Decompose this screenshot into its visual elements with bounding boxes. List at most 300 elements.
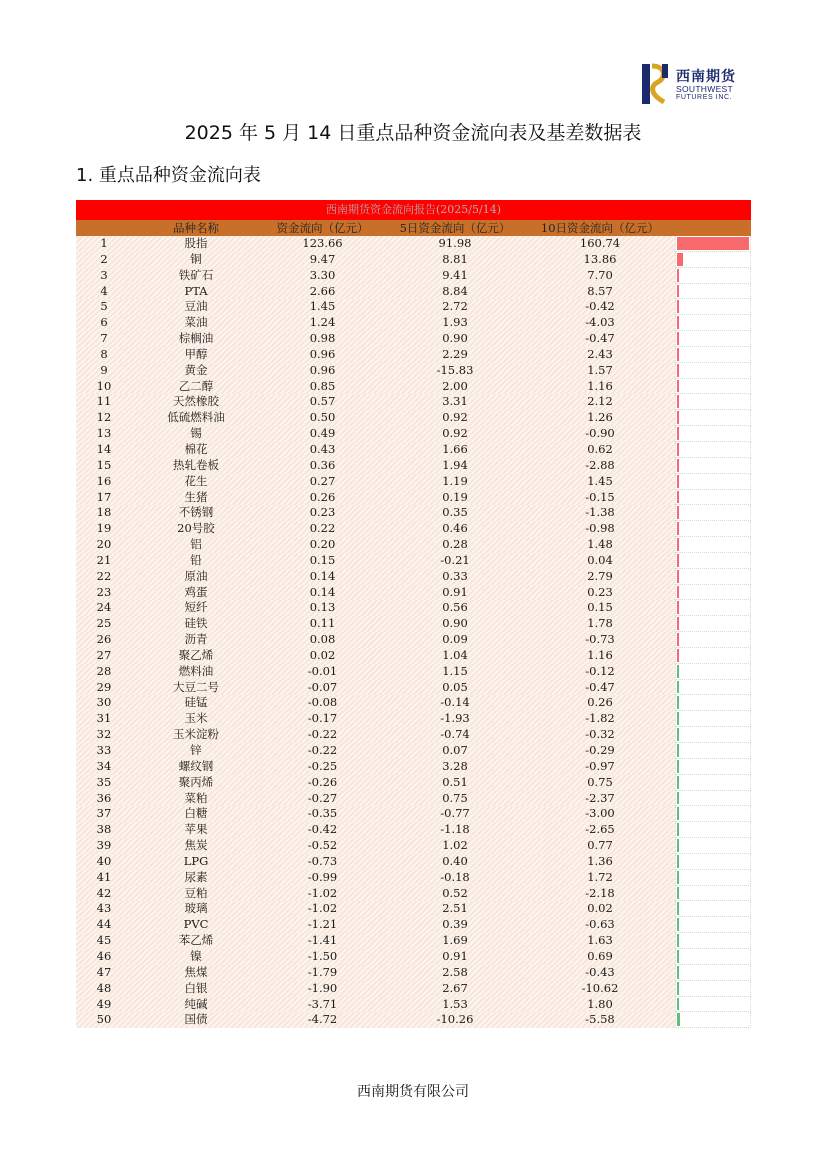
row-flow-bar-cell: [675, 743, 751, 759]
row-flow-10d: 160.74: [579, 236, 621, 250]
row-index: 38: [96, 822, 112, 837]
row-flow-bar-cell: [675, 695, 751, 711]
row-flow: -1.21: [307, 917, 338, 932]
flow-bar: [677, 871, 679, 884]
row-flow-bar-cell: [675, 997, 751, 1013]
row-flow-5d: 0.52: [442, 885, 468, 900]
row-commodity-name: 豆粕: [184, 885, 208, 900]
row-flow-10d: 1.72: [587, 869, 613, 884]
row-values: [76, 664, 675, 680]
row-flow-5d: -1.18: [440, 822, 470, 837]
row-commodity-name: 黄金: [184, 362, 208, 377]
row-flow-10d: -0.98: [585, 521, 615, 536]
row-flow: 0.49: [309, 426, 336, 441]
row-flow-10d: 0.62: [587, 441, 613, 456]
row-flow: -1.41: [307, 933, 338, 948]
flow-bar: [677, 380, 679, 393]
flow-bar: [677, 807, 679, 820]
row-flow-bar-cell: [675, 1012, 751, 1028]
row-commodity-name: LPG: [183, 853, 209, 868]
row-flow-bar-cell: [675, 490, 751, 506]
flow-bar: [677, 902, 679, 915]
row-index: 33: [96, 743, 112, 757]
row-values: [76, 268, 675, 284]
row-flow: 0.26: [309, 489, 336, 504]
row-flow-5d: -0.14: [440, 695, 470, 710]
row-flow-5d: 2.29: [442, 346, 468, 361]
row-commodity-name: 豆油: [184, 299, 208, 314]
row-index: 35: [96, 774, 112, 789]
row-flow-bar-cell: [675, 791, 751, 807]
row-flow: 1.24: [309, 315, 336, 330]
table-row: [76, 870, 751, 886]
header-flow-5d: 5日资金流向（亿元）: [399, 221, 511, 235]
row-values: [76, 394, 675, 410]
flow-bar: [677, 491, 679, 504]
row-index: 9: [100, 362, 108, 377]
row-flow-5d: 1.04: [442, 647, 468, 662]
row-values: [76, 410, 675, 426]
row-flow-10d: -0.47: [585, 331, 615, 346]
row-flow-bar-cell: [675, 901, 751, 917]
row-commodity-name: 焦炭: [184, 838, 208, 853]
row-flow-5d: 91.98: [438, 236, 472, 250]
row-index: 15: [96, 457, 112, 472]
row-commodity-name: 沥青: [184, 632, 208, 647]
row-flow-10d: -2.65: [585, 822, 615, 837]
flow-bar: [677, 839, 679, 852]
row-flow-5d: 0.35: [442, 505, 468, 520]
flow-bar: [677, 696, 679, 709]
row-commodity-name: 玉米淀粉: [173, 727, 219, 742]
row-flow-bar-cell: [675, 394, 751, 410]
row-flow-5d: -1.93: [440, 711, 470, 726]
row-flow-10d: 1.26: [587, 410, 613, 425]
table-row: [76, 949, 751, 965]
row-flow-5d: 0.19: [442, 489, 468, 504]
row-index: 20: [96, 537, 112, 552]
row-flow-10d: 1.48: [587, 537, 613, 552]
flow-bar: [677, 998, 679, 1011]
flow-bar: [677, 665, 679, 678]
flow-bar: [677, 332, 679, 345]
row-index: 19: [96, 521, 112, 536]
flow-bar: [677, 918, 679, 931]
row-flow-5d: 0.05: [442, 679, 468, 694]
row-flow-10d: 0.75: [587, 774, 613, 789]
row-flow-10d: -4.03: [585, 315, 615, 330]
row-flow: 123.66: [302, 236, 343, 250]
row-flow-10d: -0.47: [585, 679, 615, 694]
row-values: [76, 331, 675, 347]
row-commodity-name: 焦煤: [184, 964, 208, 979]
row-flow-5d: 3.31: [442, 394, 468, 409]
row-index: 48: [96, 980, 112, 995]
row-flow-5d: 0.75: [442, 790, 468, 805]
row-flow: -0.07: [307, 679, 338, 694]
row-index: 22: [96, 568, 112, 583]
row-flow-5d: 1.94: [442, 457, 468, 472]
row-commodity-name: 热轧卷板: [173, 457, 219, 472]
row-flow: -0.26: [307, 774, 338, 789]
row-commodity-name: 铁矿石: [178, 267, 214, 282]
company-logo: [640, 62, 760, 106]
row-flow: -1.90: [307, 980, 338, 995]
row-commodity-name: 苯乙烯: [178, 933, 214, 948]
row-flow-bar-cell: [675, 759, 751, 775]
row-index: 29: [96, 679, 112, 694]
table-row: [76, 648, 751, 664]
flow-bar: [677, 728, 679, 741]
row-flow: 1.45: [309, 299, 336, 314]
row-flow-bar-cell: [675, 632, 751, 648]
row-flow-10d: -2.18: [585, 885, 615, 900]
row-flow: 0.02: [309, 647, 336, 662]
row-values: [76, 442, 675, 458]
row-flow-5d: 9.41: [442, 267, 468, 282]
table-row: [76, 537, 751, 553]
row-commodity-name: 乙二醇: [178, 378, 214, 393]
row-index: 24: [96, 600, 112, 615]
table-row: [76, 315, 751, 331]
row-flow-10d: 0.02: [587, 901, 613, 916]
row-flow-5d: 8.84: [442, 283, 468, 298]
table-row: [76, 394, 751, 410]
row-index: 34: [96, 758, 112, 773]
row-flow-bar-cell: [675, 870, 751, 886]
row-index: 36: [96, 790, 112, 805]
row-flow-bar-cell: [675, 553, 751, 569]
row-index: 26: [96, 632, 112, 647]
table-row: [76, 965, 751, 981]
row-values: [76, 252, 675, 268]
flow-bar: [677, 348, 679, 361]
row-values: [76, 981, 675, 997]
flow-bar: [677, 459, 679, 472]
table-row: [76, 806, 751, 822]
flow-bar: [677, 237, 749, 250]
row-flow-10d: -2.88: [585, 457, 615, 472]
row-flow-5d: -10.26: [436, 1012, 474, 1027]
row-commodity-name: 白银: [184, 980, 208, 995]
row-flow-10d: 1.36: [587, 853, 613, 868]
row-flow-10d: 0.26: [587, 695, 613, 710]
flow-bar: [677, 522, 679, 535]
row-flow: 0.11: [309, 616, 336, 631]
flow-bar: [677, 269, 679, 282]
row-flow-10d: -0.32: [585, 727, 615, 742]
row-values: [76, 997, 675, 1013]
row-values: [76, 648, 675, 664]
row-flow: 0.85: [309, 378, 336, 393]
table-row: [76, 886, 751, 902]
flow-bar: [677, 823, 679, 836]
row-flow-10d: -0.29: [585, 743, 615, 757]
row-flow-10d: -0.73: [585, 632, 615, 647]
row-flow-5d: 0.92: [442, 410, 468, 425]
row-flow-5d: 0.92: [442, 426, 468, 441]
row-flow-10d: -0.12: [585, 663, 615, 678]
row-flow: 0.57: [309, 394, 336, 409]
row-commodity-name: 铜: [190, 251, 202, 266]
row-commodity-name: 甲醇: [184, 346, 208, 361]
row-values: [76, 379, 675, 395]
table-row: [76, 236, 751, 252]
row-flow-5d: 0.09: [442, 632, 468, 647]
row-flow-5d: 2.67: [442, 980, 468, 995]
row-flow-bar-cell: [675, 426, 751, 442]
row-flow-5d: 1.93: [442, 315, 468, 330]
table-row: [76, 743, 751, 759]
row-flow-bar-cell: [675, 363, 751, 379]
row-flow-5d: 2.58: [442, 964, 468, 979]
row-values: [76, 1012, 675, 1028]
row-index: 6: [100, 315, 108, 330]
logo-emblem-icon: [640, 62, 670, 106]
row-flow-bar-cell: [675, 949, 751, 965]
row-flow-5d: -0.74: [440, 727, 470, 742]
row-values: [76, 600, 675, 616]
row-values: [76, 933, 675, 949]
flow-bar: [677, 601, 679, 614]
row-values: [76, 775, 675, 791]
row-commodity-name: 菜粕: [184, 790, 208, 805]
row-values: [76, 569, 675, 585]
row-flow: -0.17: [307, 711, 338, 726]
row-commodity-name: 棉花: [184, 441, 208, 456]
flow-bar: [677, 792, 679, 805]
flow-bar: [677, 300, 679, 313]
row-flow: 9.47: [309, 251, 336, 266]
row-flow-10d: -1.82: [585, 711, 615, 726]
row-index: 18: [96, 505, 112, 520]
row-commodity-name: 花生: [184, 473, 208, 488]
row-flow: -0.25: [307, 758, 338, 773]
table-row: [76, 933, 751, 949]
row-values: [76, 490, 675, 506]
row-flow-10d: -10.62: [581, 980, 619, 995]
row-values: [76, 616, 675, 632]
row-values: [76, 727, 675, 743]
row-values: [76, 347, 675, 363]
row-index: 21: [96, 552, 112, 567]
row-flow: 0.23: [309, 505, 336, 520]
row-flow-5d: 0.33: [442, 568, 468, 583]
row-flow-bar-cell: [675, 505, 751, 521]
row-flow-10d: 1.78: [587, 616, 613, 631]
row-flow-10d: 0.04: [587, 552, 613, 567]
row-values: [76, 537, 675, 553]
row-commodity-name: 聚丙烯: [178, 774, 214, 789]
row-index: 50: [96, 1012, 112, 1027]
row-commodity-name: 短纤: [184, 600, 208, 615]
row-values: [76, 236, 675, 252]
flow-bar: [677, 1013, 680, 1026]
table-row: [76, 363, 751, 379]
row-flow-10d: 13.86: [583, 251, 617, 266]
row-index: 11: [96, 394, 112, 409]
flow-bar: [677, 570, 679, 583]
row-index: 27: [96, 647, 112, 662]
row-values: [76, 363, 675, 379]
row-commodity-name: 硅锰: [184, 695, 208, 710]
row-flow: -0.73: [307, 853, 338, 868]
row-index: 43: [96, 901, 112, 916]
table-row: [76, 474, 751, 490]
table-row: [76, 854, 751, 870]
row-flow-bar-cell: [675, 268, 751, 284]
row-flow-5d: 2.72: [442, 299, 468, 314]
row-flow-bar-cell: [675, 236, 751, 252]
row-index: 4: [100, 283, 108, 298]
flow-bar: [677, 427, 679, 440]
row-flow-bar-cell: [675, 458, 751, 474]
row-commodity-name: 天然橡胶: [173, 394, 219, 409]
header-bar-cell: [675, 220, 751, 236]
row-values: [76, 680, 675, 696]
row-values: [76, 553, 675, 569]
row-values: [76, 299, 675, 315]
row-flow-5d: 2.00: [442, 378, 468, 393]
row-flow-10d: 2.79: [587, 568, 613, 583]
flow-bar: [677, 364, 679, 377]
table-header-row: [76, 220, 751, 236]
row-flow: -0.01: [307, 663, 338, 678]
flow-bar: [677, 649, 679, 662]
row-commodity-name: 鸡蛋: [184, 584, 208, 599]
row-values: [76, 474, 675, 490]
row-flow-10d: 1.45: [587, 473, 613, 488]
row-flow: 0.22: [309, 521, 336, 536]
row-index: 31: [96, 711, 112, 726]
row-flow-bar-cell: [675, 933, 751, 949]
row-flow: -1.79: [307, 964, 338, 979]
row-commodity-name: 铝: [190, 537, 202, 552]
table-row: [76, 727, 751, 743]
row-flow-5d: 0.46: [442, 521, 468, 536]
row-commodity-name: 棕榈油: [178, 331, 214, 346]
footer-company-name: 西南期货有限公司: [357, 1084, 469, 1100]
row-index: 25: [96, 616, 112, 631]
row-flow: 0.15: [309, 552, 336, 567]
table-body: [76, 236, 751, 1028]
table-row: [76, 711, 751, 727]
row-index: 10: [96, 378, 112, 393]
table-row: [76, 284, 751, 300]
row-flow: -0.35: [307, 806, 338, 821]
row-flow: -1.50: [307, 948, 338, 963]
row-flow-10d: -0.90: [585, 426, 615, 441]
row-index: 40: [96, 853, 112, 868]
row-flow-5d: 0.90: [442, 331, 468, 346]
table-row: [76, 442, 751, 458]
row-flow: -0.52: [307, 838, 338, 853]
header-flow-10d: 10日资金流向（亿元）: [540, 221, 660, 235]
row-index: 45: [96, 933, 112, 948]
flow-bar: [677, 617, 679, 630]
logo-english-line2: FUTURES INC.: [676, 94, 733, 101]
row-flow-10d: 0.77: [587, 838, 613, 853]
row-commodity-name: 玉米: [184, 711, 208, 726]
section-heading: 1. 重点品种资金流向表: [76, 165, 261, 186]
table-row: [76, 299, 751, 315]
row-commodity-name: 股指: [184, 236, 208, 250]
row-flow: 0.08: [309, 632, 336, 647]
table-row: [76, 585, 751, 601]
row-commodity-name: 白糖: [184, 806, 208, 821]
row-flow-5d: 0.40: [442, 853, 468, 868]
row-flow-10d: 0.69: [587, 948, 613, 963]
row-index: 37: [96, 806, 112, 821]
row-flow: -3.71: [307, 996, 338, 1011]
row-flow-bar-cell: [675, 379, 751, 395]
flow-bar: [677, 395, 679, 408]
flow-bar: [677, 443, 679, 456]
table-row: [76, 775, 751, 791]
flow-bar: [677, 950, 679, 963]
flow-bar: [677, 316, 679, 329]
table-row: [76, 553, 751, 569]
row-flow-bar-cell: [675, 822, 751, 838]
row-flow-bar-cell: [675, 775, 751, 791]
table-row: [76, 410, 751, 426]
table-row: [76, 838, 751, 854]
row-values: [76, 521, 675, 537]
row-flow-bar-cell: [675, 727, 751, 743]
row-commodity-name: 20号胶: [177, 521, 215, 536]
row-flow-5d: 0.28: [442, 537, 468, 552]
row-commodity-name: 螺纹钢: [178, 758, 214, 773]
row-flow-bar-cell: [675, 331, 751, 347]
row-flow: 0.96: [309, 362, 336, 377]
table-row: [76, 490, 751, 506]
table-row: [76, 505, 751, 521]
row-flow-bar-cell: [675, 711, 751, 727]
table-row: [76, 791, 751, 807]
row-flow-bar-cell: [675, 886, 751, 902]
row-flow-5d: 1.69: [442, 933, 468, 948]
row-values: [76, 901, 675, 917]
row-flow-5d: -0.21: [440, 552, 470, 567]
row-flow-10d: -0.63: [585, 917, 615, 932]
row-flow: -4.72: [307, 1012, 338, 1027]
row-flow-5d: 2.51: [442, 901, 468, 916]
row-flow-10d: -1.38: [585, 505, 615, 520]
table-row: [76, 616, 751, 632]
row-values: [76, 838, 675, 854]
flow-bar: [677, 506, 679, 519]
row-flow-bar-cell: [675, 854, 751, 870]
row-commodity-name: PVC: [183, 917, 209, 932]
row-flow-10d: 8.57: [587, 283, 613, 298]
row-index: 13: [96, 426, 112, 441]
row-commodity-name: 玻璃: [184, 901, 208, 916]
row-commodity-name: 镍: [190, 948, 202, 963]
row-flow: 2.66: [309, 283, 336, 298]
row-flow-bar-cell: [675, 806, 751, 822]
table-caption: 西南期货资金流向报告(2025/5/14): [76, 200, 751, 220]
row-flow-5d: 0.90: [442, 616, 468, 631]
flow-bar: [677, 855, 679, 868]
row-flow-bar-cell: [675, 600, 751, 616]
row-index: 3: [100, 267, 108, 282]
row-values: [76, 695, 675, 711]
logo-chinese-name: 西南期货: [676, 69, 736, 85]
header-flow: 资金流向（亿元）: [276, 221, 369, 235]
row-flow-10d: -0.42: [585, 299, 615, 314]
row-flow-5d: 0.51: [442, 774, 468, 789]
flow-bar: [677, 411, 679, 424]
